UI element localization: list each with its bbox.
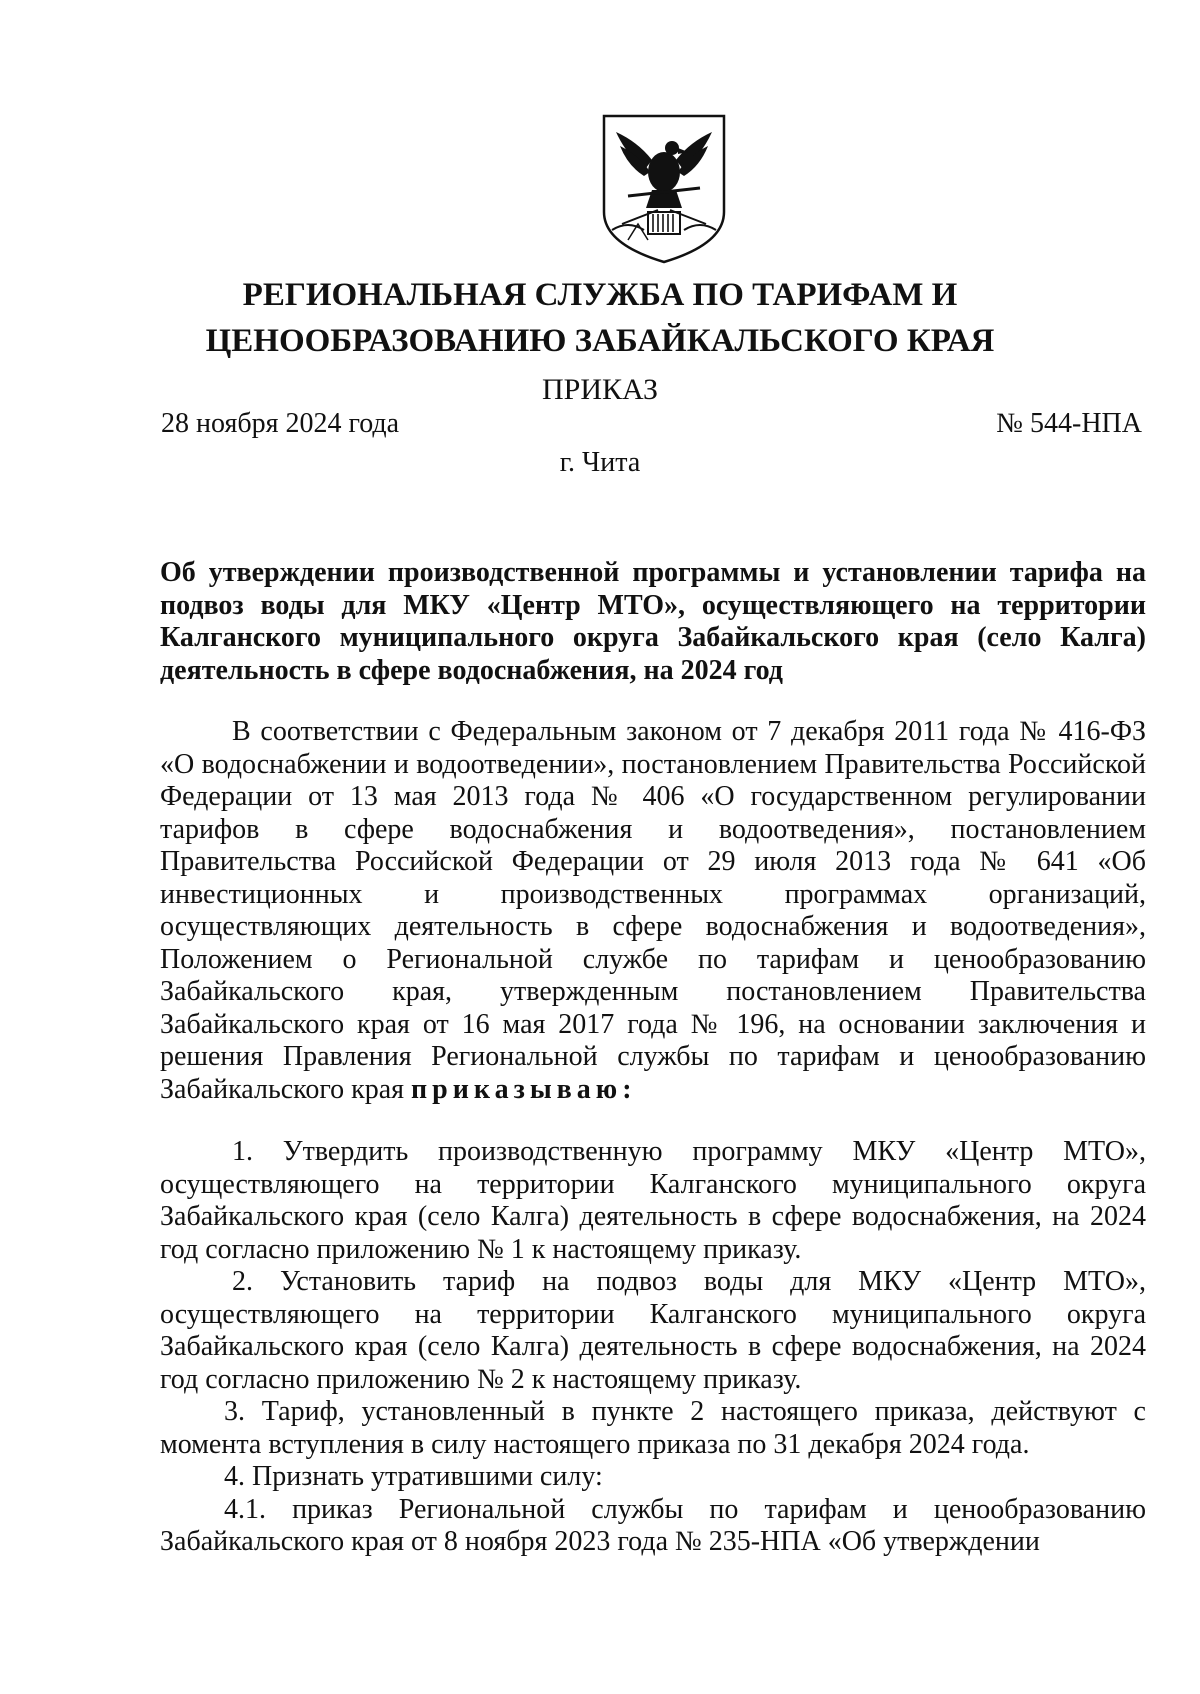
coat-of-arms-emblem	[598, 112, 730, 264]
order-item-4: 4. Признать утратившими силу:	[224, 1461, 603, 1492]
organization-name-line-1: РЕГИОНАЛЬНАЯ СЛУЖБА ПО ТАРИФАМ И	[242, 277, 958, 313]
order-item-4-1: 4.1. приказ Региональной службы по тарифам и ценообразованию Забайкальского края от 8 ноября 2023 года № 235-НПА «Об утверждении	[160, 1493, 1146, 1557]
organization-name-line-2: ЦЕНООБРАЗОВАНИЮ ЗАБАЙКАЛЬСКОГО КРАЯ	[205, 323, 995, 359]
order-item-1: 1. Утвердить производственную программу МКУ «Центр МТО», осуществляющего на территории Калганского муниципального округа Забайкальского края (село Калга) деятельность в сфере водоснабжения, на 2024 год согласно приложению № 1 к настоящему приказу.	[160, 1136, 1146, 1265]
order-item-2: 2. Установить тариф на подвоз воды для МКУ «Центр МТО», осуществляющего на территории Калганского муниципального округа Забайкальского края (село Калга) деятельность в сфере водоснабжения, на 2024 год согласно приложению № 2 к настоящему приказу.	[160, 1266, 1146, 1395]
order-keyword: приказываю:	[411, 1073, 637, 1105]
preamble-text: В соответствии с Федеральным законом от 7 декабря 2011 года № 416-ФЗ «О водоснабжении и водоотведении», постановлением Правительства Российской Федерации от 13 мая 2013 года № 406 «О государственном регулировании тарифов в сфере водоснабжения и водоотведения», постановлением Правительства Российской Федерации от 29 июля 2013 года № 641 «Об инвестиционных и производственных программах организаций, осуществляющих деятельность в сфере водоснабжения и водоотведения», Положением о Региональной службе по тарифам и ценообразованию Забайкальского края, утвержденным постановлением Правительства Забайкальского края от 16 мая 2017 года № 196, на основании заключения и решения Правления Региональной службы по тарифам и ценообразованию Забайкальского края	[160, 716, 1146, 1105]
document-city: г. Чита	[559, 447, 641, 478]
document-type: ПРИКАЗ	[542, 373, 658, 406]
document-date: 28 ноября 2024 года	[161, 408, 400, 439]
document-number: № 544-НПА	[996, 408, 1142, 439]
document-title: Об утверждении производственной программы и установлении тарифа на подвоз воды для МКУ «Центр МТО», осуществляющего на территории Калганского муниципального округа Забайкальского края (село Калга) деятельность в сфере водоснабжения, на 2024 год	[160, 557, 1146, 686]
order-items	[160, 1136, 1146, 1559]
preamble	[160, 716, 1146, 1106]
organization-name	[0, 272, 1200, 364]
preamble-paragraph	[160, 716, 1146, 1106]
order-item-3: 3. Тариф, установленный в пункте 2 настоящего приказа, действуют с момента вступления в силу настоящего приказа по 31 декабря 2024 года.	[160, 1396, 1146, 1460]
